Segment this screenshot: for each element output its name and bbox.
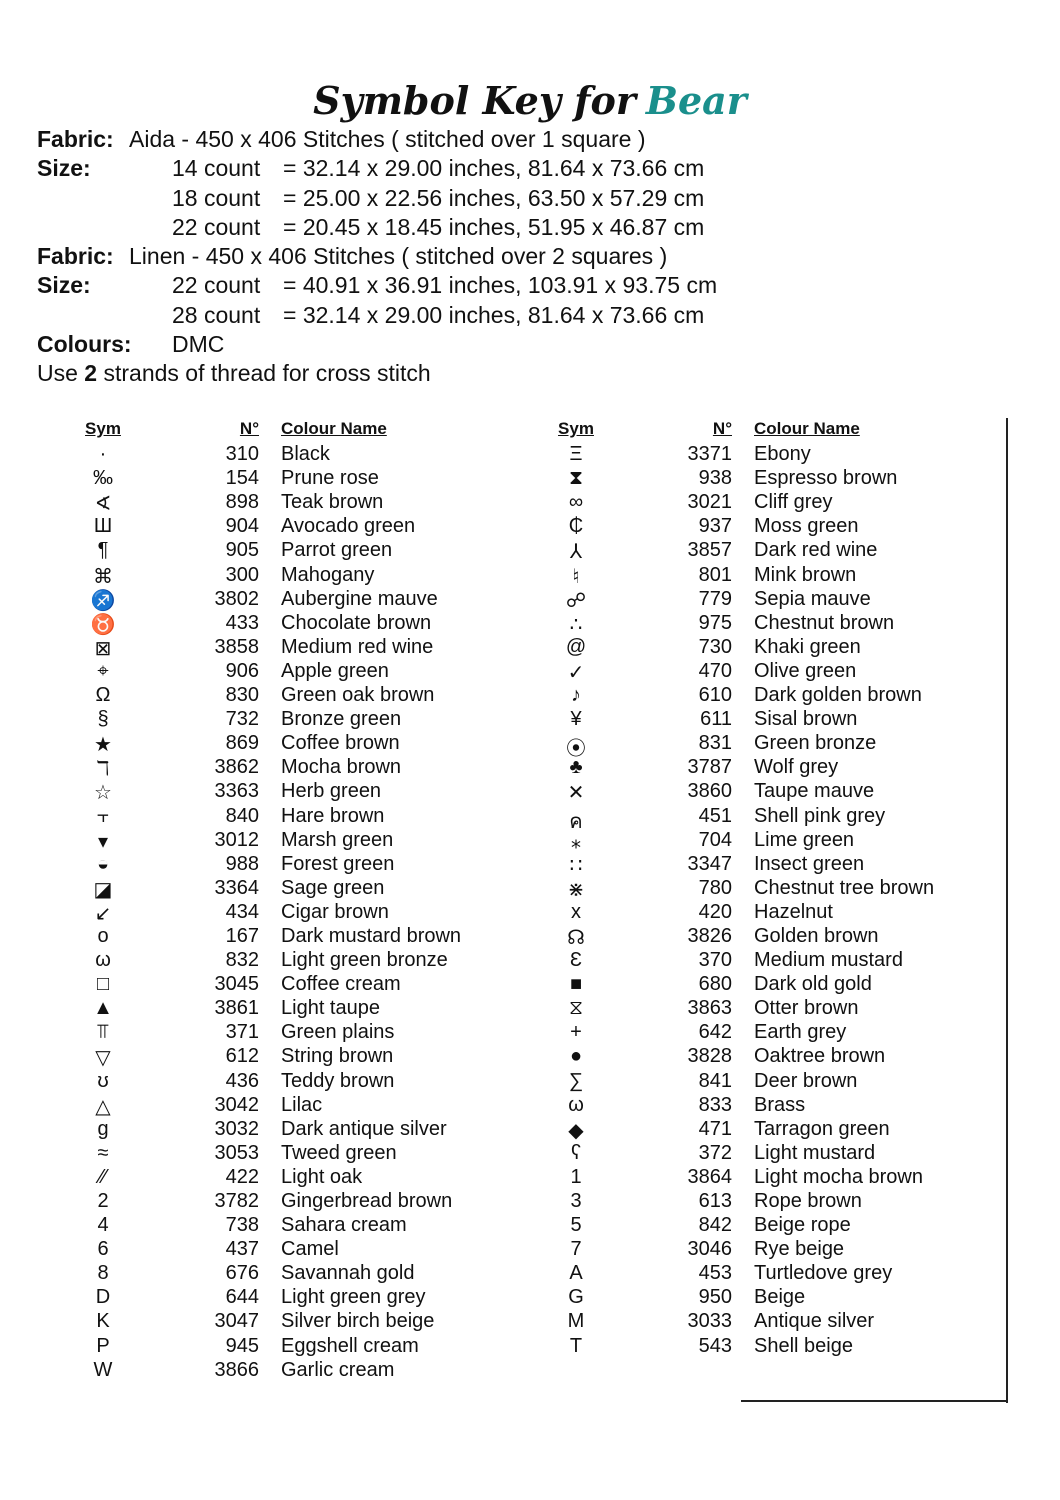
colour-name-cell: Mink brown	[754, 563, 857, 586]
dmc-number-cell: 3858	[214, 635, 259, 658]
size-count: 28 count	[172, 301, 261, 328]
dmc-number-cell: 3053	[214, 1141, 259, 1164]
dmc-number-cell: 779	[698, 587, 732, 610]
dmc-number-cell: 420	[698, 900, 732, 923]
dmc-number-cell: 3862	[214, 756, 259, 779]
strands-row	[37, 359, 431, 388]
colour-name-cell: Light oak	[281, 1165, 363, 1188]
dmc-number-cell: 3046	[687, 1238, 732, 1261]
symbol-cell: ·	[99, 443, 107, 466]
symbol-cell: 4	[97, 1214, 109, 1237]
fabric-aida-row	[37, 125, 646, 154]
colour-name-cell: Wolf grey	[754, 756, 839, 779]
dmc-number-cell: 3787	[687, 756, 732, 779]
symbol-cell: ℸ	[96, 758, 110, 781]
right-border-line	[1006, 418, 1008, 1403]
colour-name-cell: Dark old gold	[754, 973, 872, 996]
size-linen-row-1	[37, 271, 718, 300]
dmc-number-cell: 613	[698, 1190, 732, 1212]
colour-name-cell: Insect green	[754, 852, 865, 875]
symbol-cell: ⌖	[97, 659, 109, 682]
colour-name-cell: Beige	[754, 1286, 806, 1309]
symbol-cell: G	[568, 1286, 584, 1309]
dmc-number-cell: 3364	[214, 876, 259, 899]
colours-value: DMC	[172, 331, 225, 358]
colour-name-cell: Otter brown	[754, 997, 859, 1020]
colour-name-cell: Avocado green	[281, 515, 416, 538]
colour-name-cell: Savannah gold	[281, 1262, 415, 1285]
dmc-number-cell: 3032	[214, 1117, 259, 1140]
colour-name-cell: Light taupe	[281, 997, 380, 1020]
size-count: 22 count	[172, 213, 261, 240]
symbol-cell: ◪	[93, 878, 113, 901]
size-label: Size:	[37, 272, 91, 299]
dmc-number-cell: 831	[698, 732, 732, 755]
dmc-number-cell: 830	[225, 684, 259, 707]
dmc-number-cell: 3826	[687, 924, 732, 947]
colour-name-cell: Rope brown	[754, 1190, 862, 1212]
colour-name-cell: Dark golden brown	[754, 684, 922, 707]
colour-name-cell: Moss green	[754, 515, 859, 538]
colour-name-cell: Olive green	[754, 659, 857, 682]
colour-name-cell: Medium red wine	[281, 635, 434, 658]
colour-name-cell: Green bronze	[754, 732, 877, 755]
size-count: 18 count	[172, 184, 261, 211]
symbol-cell: g	[97, 1117, 109, 1140]
symbol-cell: ⧗	[568, 467, 584, 490]
colour-name-cell: Dark mustard brown	[281, 924, 462, 947]
dmc-number-cell: 738	[225, 1214, 259, 1237]
colour-name-cell: Chestnut tree brown	[754, 876, 935, 899]
symbol-cell: ∷	[569, 854, 583, 877]
symbol-cell: 5	[570, 1214, 582, 1237]
bottom-border-line	[741, 1400, 1007, 1402]
dmc-number-cell: 3864	[687, 1165, 732, 1188]
colour-name-cell: Marsh green	[281, 828, 394, 851]
fabric-linen-text: Linen - 450 x 406 Stitches ( stitched over 2 squares )	[129, 243, 668, 270]
strands-post: strands of thread for cross stitch	[97, 360, 431, 387]
colour-name-cell: Teddy brown	[281, 1069, 395, 1092]
colour-name-cell: Golden brown	[754, 924, 879, 947]
dmc-number-cell: 841	[698, 1069, 732, 1092]
colour-name-cell: Teak brown	[281, 491, 384, 514]
colour-name-cell: Antique silver	[754, 1310, 875, 1333]
dmc-number-cell: 3371	[687, 443, 732, 466]
symbol-cell: o	[97, 924, 109, 947]
symbol-cell: §	[97, 708, 109, 731]
dmc-number-cell: 680	[698, 973, 732, 996]
dmc-number-cell: 950	[698, 1286, 732, 1309]
dmc-number-cell: 906	[225, 659, 259, 682]
colour-name-cell: Black	[281, 443, 330, 466]
dmc-number-cell: 167	[225, 924, 259, 947]
symbol-cell: ‰	[93, 467, 113, 490]
symbol-cell: ♪	[571, 684, 581, 707]
colour-name-cell: Ebony	[754, 443, 811, 466]
colour-name-cell: Parrot green	[281, 539, 393, 562]
symbol-cell: ◒	[96, 852, 110, 875]
colour-name-cell: Espresso brown	[754, 467, 898, 490]
colour-name-cell: Aubergine mauve	[281, 587, 438, 610]
symbol-cell: ☆	[94, 782, 112, 805]
symbol-cell: 7	[570, 1238, 582, 1261]
symbol-cell: ◆	[568, 1119, 584, 1142]
colour-name-cell: Dark red wine	[754, 539, 878, 562]
colour-name-cell: Sepia mauve	[754, 587, 871, 610]
colour-name-cell: Rye beige	[754, 1238, 845, 1261]
dmc-number-cell: 3363	[214, 780, 259, 803]
symbol-cell: ▾	[97, 830, 109, 853]
symbol-cell: ⁄⁄	[99, 1165, 107, 1188]
header-sym: Sym	[558, 419, 594, 438]
dmc-number-cell: 704	[698, 828, 732, 851]
dmc-number-cell: 3782	[214, 1190, 259, 1212]
size-dims: = 32.14 x 29.00 inches, 81.64 x 73.66 cm	[283, 301, 705, 328]
colour-name-cell: Apple green	[281, 659, 389, 682]
size-aida-row-2	[37, 184, 705, 213]
symbol-cell: ≈	[97, 1141, 109, 1164]
page-title	[0, 78, 1060, 123]
dmc-number-cell: 988	[225, 852, 259, 875]
header-num: N°	[239, 419, 259, 438]
colour-name-cell: Green plains	[281, 1021, 395, 1044]
header-num: N°	[712, 419, 732, 438]
dmc-number-cell: 372	[698, 1141, 732, 1164]
symbol-cell: ¥	[570, 708, 582, 731]
dmc-number-cell: 434	[225, 900, 259, 923]
dmc-number-cell: 422	[225, 1165, 259, 1188]
colour-name-cell: Cliff grey	[754, 491, 833, 514]
colour-name-cell: Light green bronze	[281, 949, 448, 972]
symbol-cell: ∞	[568, 491, 584, 514]
colour-name-cell: Beige rope	[754, 1214, 851, 1237]
colour-name-cell: Tarragon green	[754, 1117, 890, 1140]
symbol-cell: ⁎	[571, 830, 581, 853]
symbol-cell: K	[96, 1310, 110, 1333]
dmc-number-cell: 471	[698, 1117, 732, 1140]
dmc-number-cell: 3045	[214, 973, 259, 996]
dmc-number-cell: 869	[225, 732, 259, 755]
dmc-number-cell: 370	[698, 949, 732, 972]
dmc-number-cell: 3047	[214, 1310, 259, 1333]
dmc-number-cell: 904	[225, 515, 259, 538]
dmc-number-cell: 938	[698, 467, 732, 490]
symbol-cell: Ш	[93, 515, 113, 538]
symbol-cell: ʕ	[571, 1141, 581, 1164]
dmc-number-cell: 3866	[214, 1358, 259, 1381]
dmc-number-cell: 905	[225, 539, 259, 562]
dmc-number-cell: 453	[698, 1262, 732, 1285]
dmc-number-cell: 842	[698, 1214, 732, 1237]
symbol-cell: ↙	[94, 902, 112, 925]
symbol-cell: ▽	[95, 1047, 111, 1070]
fabric-details	[37, 125, 718, 389]
colour-name-cell: Sahara cream	[281, 1214, 407, 1237]
dmc-number-cell: 3863	[687, 997, 732, 1020]
header-sym: Sym	[85, 419, 121, 438]
colour-name-cell: Turtledove grey	[754, 1262, 893, 1285]
size-count: 22 count	[172, 272, 261, 299]
symbol-cell: ♣	[569, 756, 583, 779]
colour-name-cell: Cigar brown	[281, 900, 389, 923]
colour-name-cell: Prune rose	[281, 467, 379, 490]
symbol-cell: 2	[97, 1190, 109, 1212]
colour-name-cell: Eggshell cream	[281, 1334, 419, 1357]
symbol-cell: ■	[569, 973, 583, 996]
dmc-number-cell: 611	[700, 708, 732, 731]
colour-name-cell: Brass	[754, 1093, 806, 1116]
dmc-number-cell: 730	[698, 635, 732, 658]
dmc-number-cell: 437	[225, 1238, 259, 1261]
colour-name-cell: Tweed green	[281, 1141, 397, 1164]
dmc-number-cell: 644	[225, 1286, 259, 1309]
symbol-cell: ♮	[572, 565, 580, 588]
symbol-cell: ⋇	[567, 878, 585, 901]
dmc-number-cell: 3828	[687, 1045, 732, 1068]
dmc-number-cell: 154	[225, 467, 259, 490]
symbol-cell: W	[93, 1358, 113, 1381]
dmc-number-cell: 451	[698, 804, 732, 827]
colour-name-cell: Coffee brown	[281, 732, 400, 755]
symbol-cell: ⧖	[568, 997, 584, 1020]
dmc-number-cell: 833	[698, 1093, 732, 1116]
colour-name-cell: Lilac	[281, 1093, 323, 1116]
size-dims: = 40.91 x 36.91 inches, 103.91 x 93.75 cm	[283, 272, 718, 299]
colour-name-cell: Camel	[281, 1238, 339, 1261]
dmc-number-cell: 732	[225, 708, 259, 731]
size-count: 14 count	[172, 155, 261, 182]
symbol-cell: 1	[570, 1165, 582, 1188]
dmc-number-cell: 832	[225, 949, 259, 972]
dmc-number-cell: 612	[225, 1045, 259, 1068]
symbol-cell: ⦿	[566, 738, 586, 761]
symbol-cell: ∴	[569, 613, 583, 636]
symbol-cell: P	[96, 1334, 110, 1357]
dmc-number-cell: 470	[698, 659, 732, 682]
fabric-linen-row	[37, 242, 668, 271]
symbol-cell: △	[95, 1095, 111, 1118]
symbol-cell: ☊	[567, 926, 585, 949]
dmc-number-cell: 610	[698, 684, 732, 707]
symbol-cell: ✓	[567, 661, 585, 684]
colour-name-cell: Mocha brown	[281, 756, 402, 779]
symbol-cell: Ξ	[569, 443, 583, 466]
symbol-cell: Ω	[95, 684, 111, 707]
symbol-cell: ♐	[90, 589, 116, 612]
colour-name-cell: Bronze green	[281, 708, 402, 731]
symbol-cell: ⊠	[94, 637, 112, 660]
colour-name-cell: Gingerbread brown	[281, 1190, 453, 1212]
colours-label: Colours:	[37, 331, 132, 358]
colour-name-cell: Oaktree brown	[754, 1045, 886, 1068]
fabric-label: Fabric:	[37, 126, 114, 152]
size-dims: = 20.45 x 18.45 inches, 51.95 x 46.87 cm	[283, 213, 705, 240]
symbol-cell: ∑	[568, 1069, 584, 1092]
size-dims: = 32.14 x 29.00 inches, 81.64 x 73.66 cm	[283, 155, 705, 182]
colour-name-cell: Garlic cream	[281, 1358, 395, 1381]
colour-name-cell: Taupe mauve	[754, 780, 875, 803]
symbol-cell: M	[567, 1310, 585, 1333]
dmc-number-cell: 300	[225, 563, 259, 586]
symbol-cell: 3	[570, 1190, 582, 1212]
symbol-cell: 8	[97, 1262, 109, 1285]
symbol-cell: A	[569, 1262, 583, 1285]
colour-name-cell: Chestnut brown	[754, 611, 895, 634]
symbol-cell: ⌘	[93, 565, 113, 588]
symbol-cell: ♉	[90, 613, 116, 636]
symbol-cell: ☍	[565, 589, 587, 612]
dmc-number-cell: 3042	[214, 1093, 259, 1116]
fabric-aida-text: Aida - 450 x 406 Stitches ( stitched over 1 square )	[129, 126, 646, 152]
dmc-number-cell: 642	[698, 1021, 732, 1044]
colour-name-cell: Sisal brown	[754, 708, 858, 731]
colour-name-cell: Khaki green	[754, 635, 861, 658]
dmc-number-cell: 543	[698, 1334, 732, 1357]
dmc-number-cell: 3021	[687, 491, 732, 514]
symbol-cell: ¶	[97, 539, 109, 562]
symbol-cell: ⫟	[96, 804, 110, 827]
dmc-number-cell: 840	[225, 804, 259, 827]
size-linen-row-2	[37, 301, 705, 330]
colour-name-cell: Coffee cream	[281, 973, 401, 996]
symbol-cell: ★	[94, 734, 112, 757]
symbol-cell: Ɛ	[569, 949, 583, 972]
colour-name-cell: Shell beige	[754, 1334, 853, 1357]
dmc-number-cell: 3033	[687, 1310, 732, 1333]
dmc-number-cell: 3861	[214, 997, 259, 1020]
dmc-number-cell: 975	[698, 611, 732, 634]
title-subject: Bear	[645, 78, 747, 123]
colour-name-cell: String brown	[281, 1045, 394, 1068]
symbol-cell: ω	[95, 949, 111, 972]
symbol-cell: T	[569, 1334, 583, 1357]
size-aida-row-3	[37, 213, 705, 242]
header-name: Colour Name	[281, 419, 387, 438]
symbol-cell: ค	[569, 810, 583, 833]
colour-name-cell: Shell pink grey	[754, 804, 886, 827]
dmc-number-cell: 3802	[214, 587, 259, 610]
colour-name-cell: Deer brown	[754, 1069, 858, 1092]
colour-name-cell: Silver birch beige	[281, 1310, 435, 1333]
colour-name-cell: Hare brown	[281, 804, 385, 827]
symbol-cell: D	[95, 1286, 111, 1309]
colour-name-cell: Sage green	[281, 876, 385, 899]
dmc-number-cell: 676	[225, 1262, 259, 1285]
dmc-number-cell: 371	[225, 1021, 259, 1044]
strands-num: 2	[84, 360, 98, 387]
colour-name-cell: Light mocha brown	[754, 1165, 923, 1188]
fabric-label: Fabric:	[37, 243, 114, 270]
colour-name-cell: Herb green	[281, 780, 382, 803]
size-label: Size:	[37, 155, 91, 182]
dmc-number-cell: 945	[225, 1334, 259, 1357]
size-aida-row-1	[37, 154, 705, 183]
dmc-number-cell: 780	[698, 876, 732, 899]
dmc-number-cell: 3012	[214, 828, 259, 851]
colour-name-cell: Dark antique silver	[281, 1117, 447, 1140]
colour-name-cell: Forest green	[281, 852, 395, 875]
symbol-cell: ⅄	[569, 541, 583, 564]
symbol-cell: +	[570, 1021, 582, 1044]
colour-name-cell: Light green grey	[281, 1286, 426, 1309]
colour-name-cell: Mahogany	[281, 563, 375, 586]
symbol-cell: x	[571, 900, 581, 923]
symbol-cell: ₵	[568, 515, 584, 538]
dmc-number-cell: 3857	[687, 539, 732, 562]
symbol-cell: ✕	[567, 782, 585, 805]
dmc-number-cell: 310	[225, 443, 259, 466]
colours-row	[37, 330, 431, 359]
colour-name-cell: Hazelnut	[754, 900, 833, 923]
colour-name-cell: Medium mustard	[754, 949, 903, 972]
colour-name-cell: Green oak brown	[281, 684, 435, 707]
dmc-number-cell: 3860	[687, 780, 732, 803]
symbol-cell: ∢	[94, 493, 112, 516]
symbol-cell: ●	[569, 1045, 583, 1068]
size-dims: = 25.00 x 22.56 inches, 63.50 x 57.29 cm	[283, 184, 705, 211]
symbol-cell: ▲	[93, 997, 113, 1020]
dmc-number-cell: 937	[698, 515, 732, 538]
dmc-number-cell: 433	[225, 611, 259, 634]
symbol-cell: ω	[568, 1093, 584, 1116]
symbol-cell: ⫪	[97, 1021, 109, 1044]
dmc-number-cell: 898	[225, 491, 259, 514]
strands-pre: Use	[37, 360, 85, 387]
title-prefix: Symbol Key for	[313, 78, 636, 123]
symbol-cell: @	[565, 635, 587, 658]
dmc-number-cell: 436	[225, 1069, 259, 1092]
symbol-cell: ʊ	[97, 1069, 109, 1092]
colour-name-cell: Lime green	[754, 828, 855, 851]
colour-name-cell: Light mustard	[754, 1141, 876, 1164]
dmc-number-cell: 3347	[687, 852, 732, 875]
symbol-cell: □	[96, 973, 110, 996]
colour-name-cell: Earth grey	[754, 1021, 847, 1044]
symbol-cell: 6	[97, 1238, 109, 1261]
dmc-number-cell: 801	[698, 563, 732, 586]
header-name: Colour Name	[754, 419, 860, 438]
colour-name-cell: Chocolate brown	[281, 611, 432, 634]
